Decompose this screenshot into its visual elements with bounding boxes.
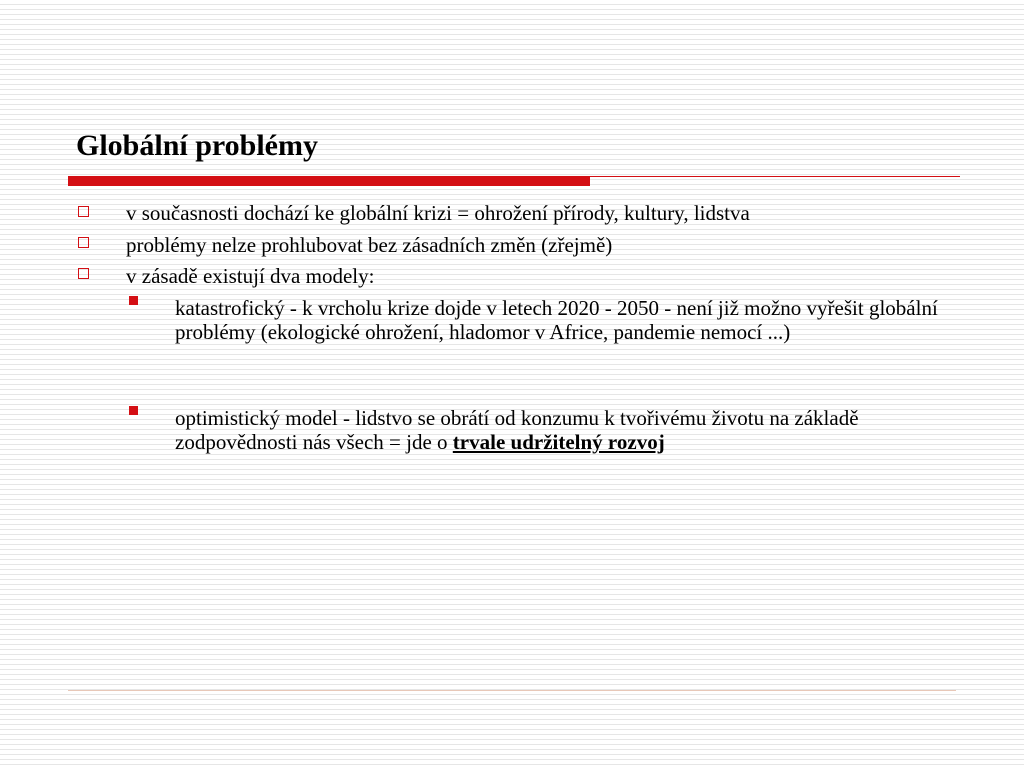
sub-bullet-optimistic [175,406,965,454]
filled-square-icon [129,406,138,415]
filled-square-icon [129,296,138,305]
hollow-square-icon [78,268,89,279]
optimistic-text: optimistický model - lidstvo se obrátí od konzumu k tvořivému životu na základě zodpovědnosti nás všech = jde o [175,406,859,454]
title-underline-bar [68,176,590,186]
footer-rule [68,690,956,691]
bullet-fundamental-changes: problémy nelze prohlubovat bez zásadních změn (zřejmě) [126,233,613,257]
sub-bullet-catastrophic: katastrofický - k vrcholu krize dojde v letech 2020 - 2050 - není již možno vyřešit globální problémy (ekologické ohrožení, hladomor v Africe, pandemie nemocí ...) [175,296,938,344]
bullet-global-crisis: v současnosti dochází ke globální krizi = ohrožení přírody, kultury, lidstva [126,201,750,225]
slide-title: Globální problémy [76,129,318,162]
title-underline-rule [590,176,960,177]
sustainable-development-emphasis: trvale udržitelný rozvoj [452,430,665,454]
bullet-two-models: v zásadě existují dva modely: [126,264,375,288]
hollow-square-icon [78,237,89,248]
hollow-square-icon [78,206,89,217]
